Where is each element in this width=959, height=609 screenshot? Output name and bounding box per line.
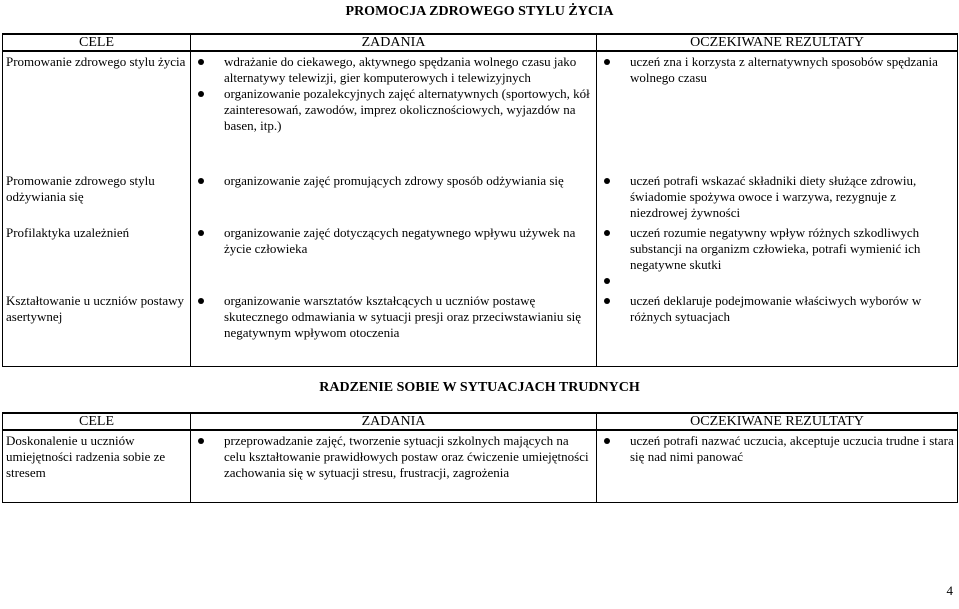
bullet-icon: [198, 438, 204, 444]
bullet-icon: [198, 298, 204, 304]
goal-cell: [3, 171, 191, 223]
goal-cell: [3, 51, 191, 171]
bullet-icon: [604, 438, 610, 444]
list-item: uczeń zna i korzysta z alternatywnych sposobów spędzania wolnego czasu: [600, 54, 954, 86]
goal-text: Kształtowanie u uczniów postawy asertywnej: [6, 293, 184, 324]
table-row: [3, 171, 958, 223]
goals-table-difficult-situations: [2, 412, 958, 503]
list-item: uczeń potrafi nazwać uczucia, akceptuje uczucia trudne i stara się nad nimi panować: [600, 433, 954, 465]
list-item-empty: [600, 273, 954, 289]
column-header-goals: CELE: [3, 34, 191, 51]
list-item: organizowanie pozalekcyjnych zajęć alternatywnych (sportowych, kół zainteresowań, zawodów, imprez okolicznościowych, wyjazdów na basen, itp.): [194, 86, 593, 134]
bullet-icon: [198, 91, 204, 97]
list-item: uczeń rozumie negatywny wpływ różnych szkodliwych substancji na organizm człowieka, potrafi wymienić ich negatywne skutki: [600, 225, 954, 273]
goals-table-health: [2, 33, 958, 367]
goal-cell: [3, 291, 191, 366]
goal-cell: [3, 223, 191, 291]
tasks-cell: [191, 171, 597, 223]
column-header-results: OCZEKIWANE REZULTATY: [597, 34, 958, 51]
goal-cell: [3, 430, 191, 502]
column-header-tasks: ZADANIA: [191, 413, 597, 430]
goal-text: Promowanie zdrowego stylu życia: [6, 54, 186, 69]
goal-text: Profilaktyka uzależnień: [6, 225, 130, 240]
list-item: organizowanie zajęć dotyczących negatywnego wpływu używek na życie człowieka: [194, 225, 593, 257]
results-cell: [597, 430, 958, 502]
column-header-results: OCZEKIWANE REZULTATY: [597, 413, 958, 430]
list-item: uczeń deklaruje podejmowanie właściwych wyborów w różnych sytuacjach: [600, 293, 954, 325]
tasks-cell: [191, 291, 597, 366]
bullet-icon: [604, 178, 610, 184]
table-row: [3, 291, 958, 366]
results-cell: [597, 51, 958, 171]
bullet-icon: [604, 230, 610, 236]
bullet-icon: [604, 298, 610, 304]
results-cell: [597, 291, 958, 366]
bullet-icon: [198, 59, 204, 65]
column-header-goals: CELE: [3, 413, 191, 430]
page-number: 4: [946, 583, 953, 598]
tasks-cell: [191, 51, 597, 171]
table-header-row: [3, 34, 958, 51]
list-item: organizowanie warsztatów kształcących u uczniów postawę skutecznego odmawiania w sytuacji presji oraz przeciwstawianiu się negatywnym wpływom otoczenia: [194, 293, 593, 341]
bullet-icon: [604, 278, 610, 284]
table-row: [3, 51, 958, 171]
section-title: PROMOCJA ZDROWEGO STYLU ŻYCIA: [345, 4, 614, 19]
tasks-cell: [191, 223, 597, 291]
list-item: uczeń potrafi wskazać składniki diety służące zdrowiu, świadomie spożywa owoce i warzywa, rezygnuje z niezdrowej żywności: [600, 173, 954, 221]
list-item: organizowanie zajęć promujących zdrowy sposób odżywiania się: [194, 173, 593, 189]
bullet-icon: [198, 178, 204, 184]
section-title: RADZENIE SOBIE W SYTUACJACH TRUDNYCH: [319, 380, 640, 395]
goal-text: Promowanie zdrowego stylu odżywiania się: [6, 173, 155, 204]
bullet-icon: [198, 230, 204, 236]
list-item: wdrażanie do ciekawego, aktywnego spędzania wolnego czasu jako alternatywy telewizji, gier komputerowych i telewizyjnych: [194, 54, 593, 86]
results-cell: [597, 171, 958, 223]
bullet-icon: [604, 59, 610, 65]
tasks-cell: [191, 430, 597, 502]
list-item: przeprowadzanie zajęć, tworzenie sytuacji szkolnych mających na celu kształtowanie prawidłowych postaw oraz ćwiczenie umiejętności zachowania się w sytuacji stresu, frustracji, zagrożenia: [194, 433, 593, 481]
results-cell: [597, 223, 958, 291]
table-header-row: [3, 413, 958, 430]
column-header-tasks: ZADANIA: [191, 34, 597, 51]
goal-text: Doskonalenie u uczniów umiejętności radzenia sobie ze stresem: [6, 433, 166, 480]
table-row: [3, 430, 958, 502]
table-row: [3, 223, 958, 291]
